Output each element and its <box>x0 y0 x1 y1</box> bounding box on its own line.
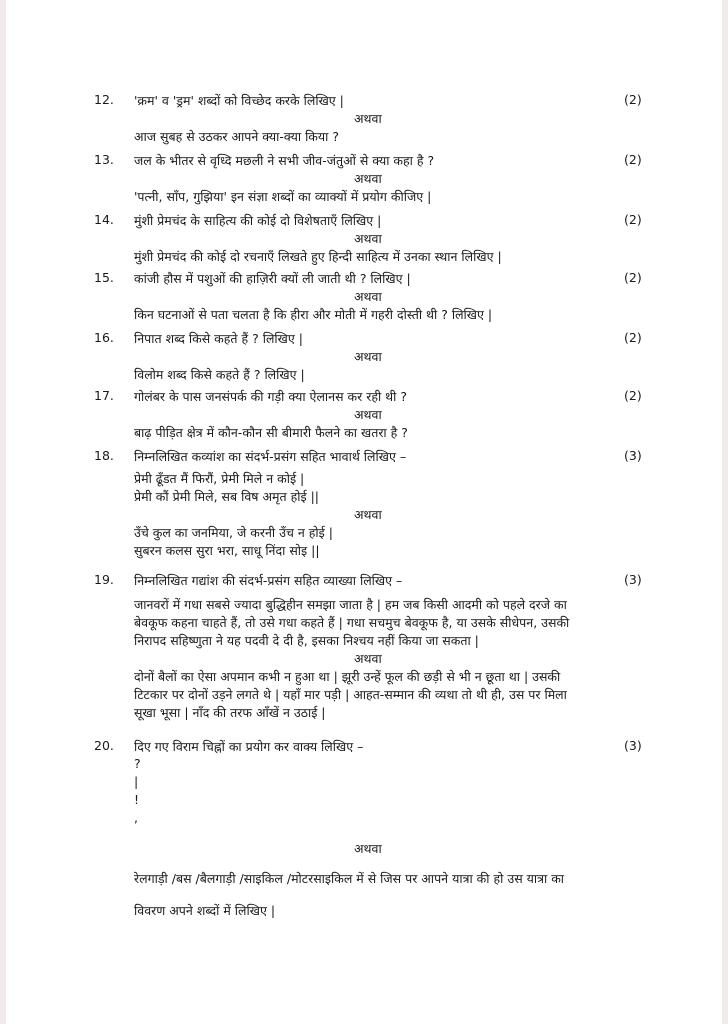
punctuation-symbol: ! <box>134 792 140 807</box>
question-marks: (2) <box>624 270 642 285</box>
punctuation-symbol: , <box>134 810 138 825</box>
question-text: निपात शब्द किसे कहते हैं ? लिखिए | <box>134 331 303 346</box>
verse-line: सुबरन कलस सुरा भरा, साधू निंदा सोइ || <box>134 543 320 558</box>
verse-line: प्रेमी ढूँडत मैं फिरौं, प्रेमी मिले न कोई | <box>134 471 305 486</box>
punctuation-symbol: ? <box>134 756 141 771</box>
question-text: निम्नलिखित गद्यांश की संदर्भ-प्रसंग सहित व्याख्या लिखिए – <box>134 573 403 588</box>
alternative-question: रेलगाड़ी /बस /बैलगाड़ी /साइकिल /मोटरसाइकिल में से जिस पर आपने यात्रा की हो उस यात्रा का <box>134 871 565 886</box>
question-text: गोलंबर के पास जनसंपर्क की गड़ी क्या ऐलानस कर रही थी ? <box>134 389 408 404</box>
question-text: कांजी हौस में पशुओं की हाज़िरी क्यों ली जाती थी ? लिखिए | <box>134 271 411 286</box>
or-separator: अथवा <box>354 349 382 364</box>
question-text: जल के भीतर से वृध्दि मछली ने सभी जीव-जंतुओं से क्या कहा है ? <box>134 153 435 168</box>
question-text: 'क्रम' व 'ड्रम' शब्दों को विच्छेद करके लिखिए | <box>134 93 344 108</box>
alternative-question: 'पत्नी, साँप, गुझिया' इन संज्ञा शब्दों का व्याक्यों में प्रयोग कीजिए | <box>134 189 432 204</box>
question-marks: (2) <box>624 388 642 403</box>
or-separator: अथवा <box>354 171 382 186</box>
question-number: 15. <box>94 270 114 285</box>
alternative-question: विवरण अपने शब्दों में लिखिए | <box>134 903 276 918</box>
question-marks: (3) <box>624 448 642 463</box>
question-text: दिए गए विराम चिह्नों का प्रयोग कर वाक्य लिखिए – <box>134 739 364 754</box>
passage-line: बेवकूफ कहना चाहते हैं, तो उसे गधा कहते हैं | गधा सचमुच बेवकूफ है, या उसके सीधेपन, उसकी <box>134 615 570 630</box>
question-text: मुंशी प्रेमचंद के साहित्य की कोई दो विशेषताएँ लिखिए | <box>134 213 382 228</box>
or-separator: अथवा <box>354 407 382 422</box>
passage-line: जानवरों में गधा सबसे ज्यादा बुद्धिहीन समझा जाता है | हम जब किसी आदमी को पहले दरजे का <box>134 597 567 612</box>
alternative-question: मुंशी प्रेमचंद की कोई दो रचनाएँ लिखते हुए हिन्दी साहित्य में उनका स्थान लिखिए | <box>134 249 502 264</box>
punctuation-symbol: | <box>134 774 139 789</box>
alternative-question: किन घटनाओं से पता चलता है कि हीरा और मोती में गहरी दोस्ती थी ? लिखिए | <box>134 307 493 322</box>
question-marks: (2) <box>624 152 642 167</box>
verse-line: प्रेमी कौं प्रेमी मिले, सब विष अमृत होई || <box>134 489 320 504</box>
passage-line: दोनों बैलों का ऐसा अपमान कभी न हुआ था | झूरी उन्हें फूल की छड़ी से भी न छूता था | उसकी <box>134 669 561 684</box>
passage-line: निरापद सहिष्णुता ने यह पदवी दे दी है, इसका निश्चय नहीं किया जा सकता | <box>134 633 479 648</box>
question-number: 14. <box>94 212 114 227</box>
alternative-question: बाढ़ पीड़ित क्षेत्र में कौन-कौन सी बीमारी फैलने का खतरा है ? <box>134 425 408 440</box>
or-separator: अथवा <box>354 507 382 522</box>
question-number: 18. <box>94 448 114 463</box>
question-text: निम्नलिखित कव्यांश का संदर्भ-प्रसंग सहित भावार्थ लिखिए – <box>134 449 407 464</box>
question-marks: (2) <box>624 92 642 107</box>
question-number: 19. <box>94 572 114 587</box>
question-marks: (2) <box>624 212 642 227</box>
question-marks: (3) <box>624 572 642 587</box>
or-separator: अथवा <box>354 289 382 304</box>
alternative-question: विलोम शब्द किसे कहते हैं ? लिखिए | <box>134 367 305 382</box>
or-separator: अथवा <box>354 111 382 126</box>
question-number: 12. <box>94 92 114 107</box>
passage-line: टिटकार पर दोनों उड़ने लगते थे | यहाँ मार पड़ी | आहत-सम्मान की व्यथा तो थी ही, उस पर मिला <box>134 687 567 702</box>
question-marks: (2) <box>624 330 642 345</box>
or-separator: अथवा <box>354 841 382 856</box>
passage-line: सूखा भूसा | नाँद की तरफ आँखें न उठाई | <box>134 705 326 720</box>
question-number: 16. <box>94 330 114 345</box>
question-number: 17. <box>94 388 114 403</box>
verse-line: उँचे कुल का जनमिया, जे करनी उँच न होई | <box>134 525 333 540</box>
or-separator: अथवा <box>354 651 382 666</box>
question-number: 13. <box>94 152 114 167</box>
alternative-question: आज सुबह से उठकर आपने क्या-क्या किया ? <box>134 129 339 144</box>
question-marks: (3) <box>624 738 642 753</box>
question-number: 20. <box>94 738 114 753</box>
or-separator: अथवा <box>354 231 382 246</box>
exam-page <box>6 0 722 1024</box>
